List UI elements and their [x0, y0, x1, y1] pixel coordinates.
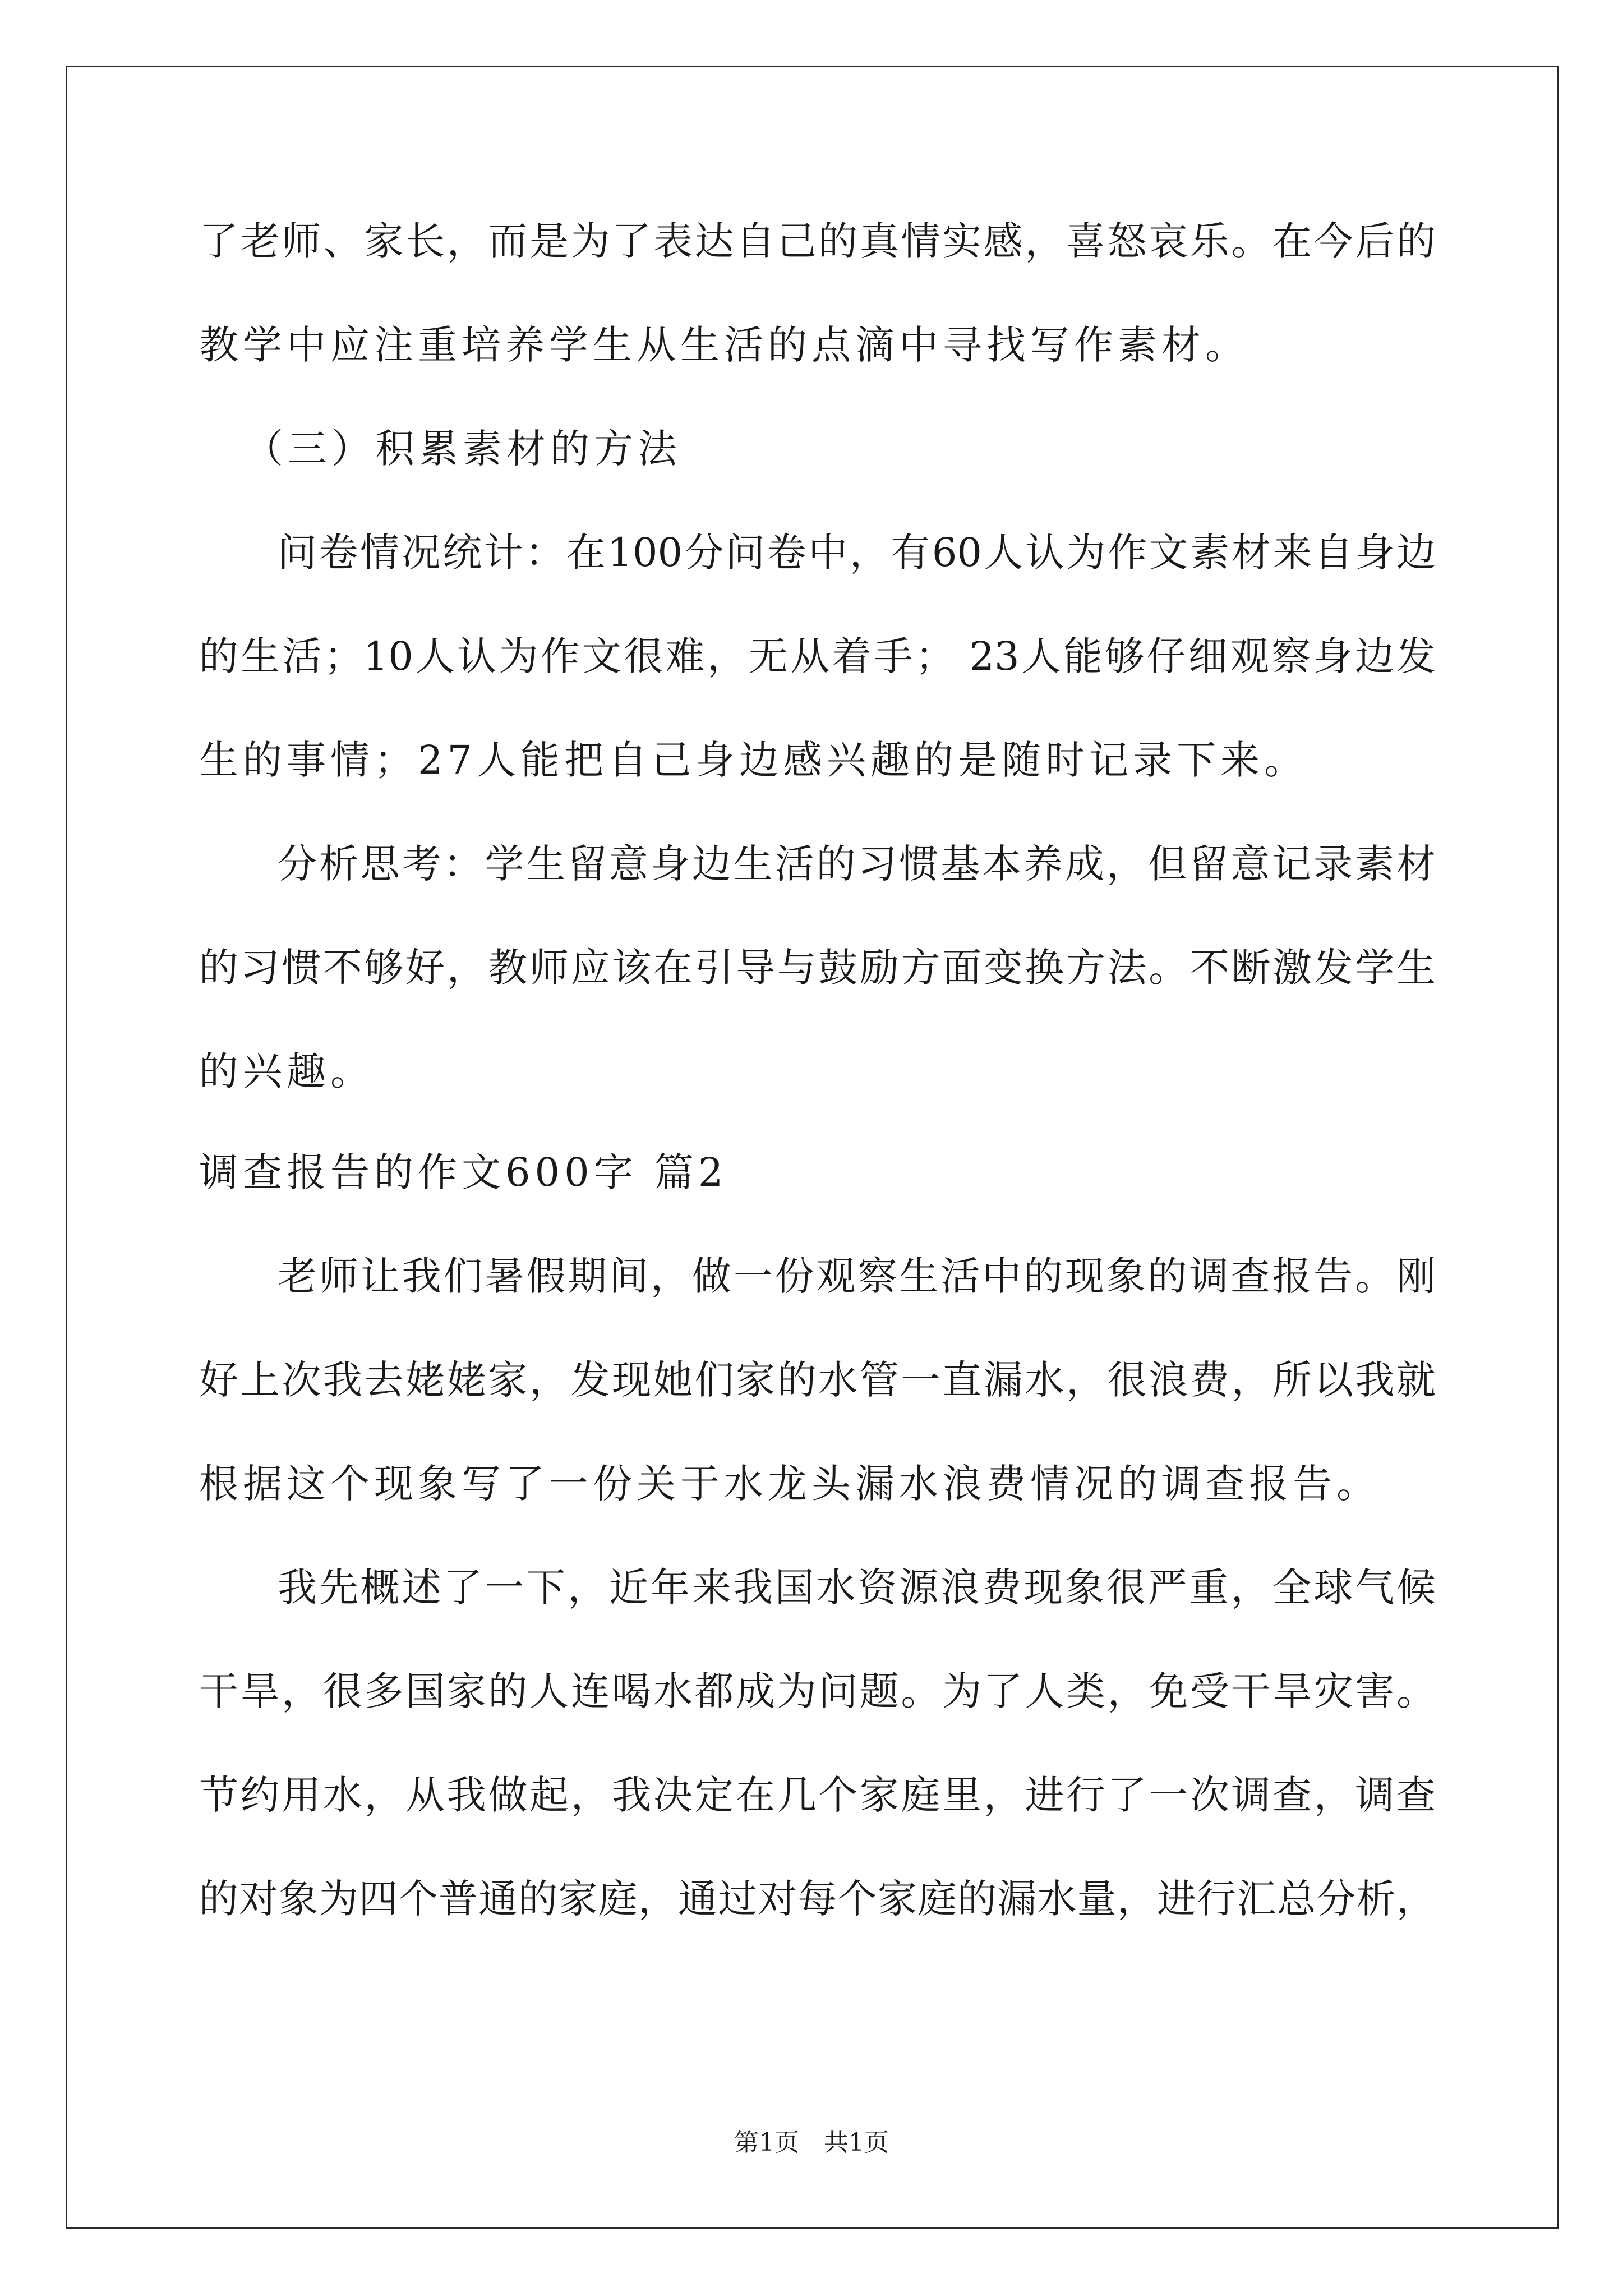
text-line-11: 老师让我们暑假期间，做一份观察生活中的现象的调查报告。刚 [278, 1253, 1436, 1299]
text-line-6: 生的事情；27人能把自己身边感兴趣的是随时记录下来。 [199, 737, 1308, 783]
text-line-9: 的兴趣。 [199, 1048, 374, 1094]
text-line-13: 根据这个现象写了一份关于水龙头漏水浪费情况的调查报告。 [199, 1461, 1380, 1507]
text-line-12: 好上次我去姥姥家，发现她们家的水管一直漏水，很浪费，所以我就 [199, 1357, 1436, 1403]
page-footer: 第1页 共1页 [734, 2128, 889, 2157]
text-line-2: 教学中应注重培养学生从生活的点滴中寻找写作素材。 [199, 322, 1249, 368]
text-line-7: 分析思考：学生留意身边生活的习惯基本养成，但留意记录素材 [278, 841, 1436, 887]
text-line-4: 问卷情况统计：在100分问卷中，有60人认为作文素材来自身边 [278, 530, 1436, 576]
text-line-14: 我先概述了一下，近年来我国水资源浪费现象很严重，全球气候 [278, 1565, 1436, 1611]
text-line-15: 干旱，很多国家的人连喝水都成为问题。为了人类，免受干旱灾害。 [199, 1668, 1436, 1714]
text-line-16: 节约用水，从我做起，我决定在几个家庭里，进行了一次调查，调查 [199, 1772, 1436, 1818]
article-heading: 调查报告的作文600字 篇2 [199, 1149, 728, 1195]
text-line-8: 的习惯不够好，教师应该在引导与鼓励方面变换方法。不断激发学生 [199, 945, 1436, 991]
text-line-5: 的生活；10人认为作文很难，无从着手； 23人能够仔细观察身边发 [199, 633, 1436, 679]
text-line-1: 了老师、家长，而是为了表达自己的真情实感，喜怒哀乐。在今后的 [199, 218, 1436, 264]
section-heading: （三）积累素材的方法 [244, 426, 681, 472]
text-line-17: 的对象为四个普通的家庭，通过对每个家庭的漏水量，进行汇总分析， [199, 1876, 1436, 1922]
